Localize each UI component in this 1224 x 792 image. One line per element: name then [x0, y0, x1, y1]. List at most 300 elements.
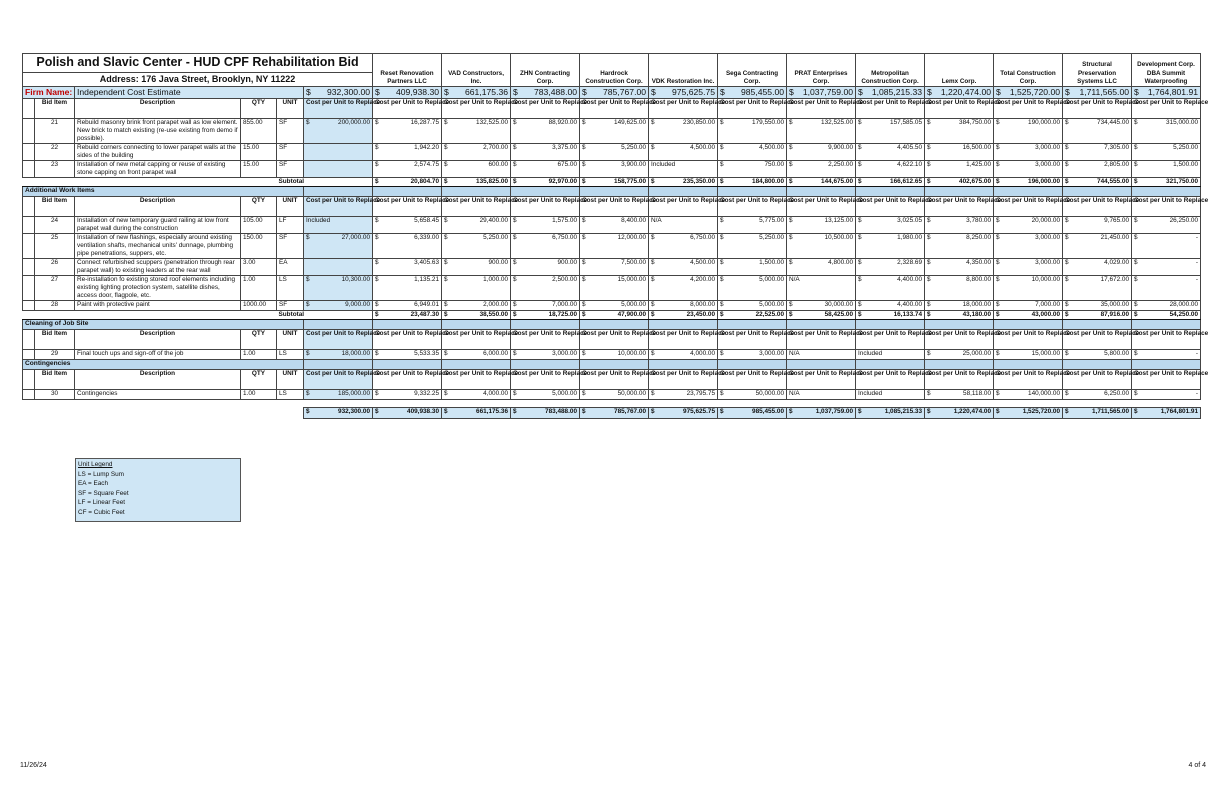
amount-value: 1,220,474.00: [953, 408, 992, 415]
dollar-sign: $: [858, 161, 862, 168]
bidder-cost: [1063, 119, 1132, 144]
cost-header: Cost per Unit to Replace: [304, 99, 373, 119]
section-fill: [994, 187, 1063, 197]
spacer-cell: [23, 161, 35, 178]
item-unit: SF: [277, 234, 304, 259]
bidder-cost: [1063, 217, 1132, 234]
grand-total-bidder: [1132, 408, 1201, 419]
dollar-sign: $: [444, 178, 448, 185]
amount-value: 35,000.00: [1100, 301, 1130, 308]
qty-header: QTY: [241, 370, 277, 390]
amount-value: 4,500.00: [690, 259, 716, 266]
amount-value: 7,500.00: [621, 259, 647, 266]
dollar-sign: $: [1134, 144, 1138, 151]
amount-value: 88,920.00: [548, 119, 578, 126]
bidder-name: Hardrock Construction Corp.: [580, 54, 649, 87]
subtotal-value: [718, 178, 787, 187]
amount-value: 9,332.25: [414, 390, 440, 397]
amount-value: 1,980.00: [897, 234, 923, 241]
amount-value: 7,305.00: [1104, 144, 1130, 151]
firm-name-label: Firm Name:: [23, 87, 75, 99]
amount-value: 785,767.00: [614, 408, 647, 415]
dollar-sign: $: [651, 276, 655, 283]
amount-value: 25,000.00: [962, 350, 992, 357]
spacer-cell: [23, 400, 1201, 408]
amount-value: 783,488.00: [534, 87, 578, 97]
dollar-sign: $: [582, 301, 586, 308]
spacer-cell: [23, 301, 35, 311]
amount-value: 8,800.00: [966, 276, 992, 283]
bidder-cost: [925, 119, 994, 144]
amount-value: 4,000.00: [483, 390, 509, 397]
cost-header: Cost per Unit to Replace: [580, 197, 649, 217]
dollar-sign: $: [858, 87, 863, 97]
amount-value: 4,400.00: [897, 301, 923, 308]
grand-total-bidder: [580, 408, 649, 419]
dollar-sign: $: [996, 301, 1000, 308]
amount-value: 10,000.00: [617, 350, 647, 357]
dollar-sign: $: [375, 87, 380, 97]
firm-name: Independent Cost Estimate: [75, 87, 304, 99]
dollar-sign: $: [789, 217, 793, 224]
bid-item-number: 22: [35, 144, 75, 161]
description-header: Description: [75, 99, 241, 119]
bidder-cost: [1063, 161, 1132, 178]
bidder-cost: [1132, 276, 1201, 301]
dollar-sign: $: [375, 408, 379, 415]
cost-header: Cost per Unit to Replace: [511, 330, 580, 350]
bidder-cost: [649, 390, 718, 400]
dollar-sign: $: [651, 390, 655, 397]
subtotal-value: [1063, 178, 1132, 187]
amount-value: 185,000.00: [338, 390, 371, 397]
subtotal-value: [580, 311, 649, 320]
bidder-total: [925, 87, 994, 99]
subtotal-row: [23, 311, 1201, 320]
dollar-sign: $: [720, 234, 724, 241]
bidder-cost: [994, 234, 1063, 259]
table-row: [23, 301, 1201, 311]
amount-value: 58,425.00: [824, 311, 854, 318]
bidder-cost: [994, 350, 1063, 360]
cost-header: Cost per Unit to Replace: [994, 370, 1063, 390]
section-fill: [925, 360, 994, 370]
amount-value: 8,000.00: [690, 301, 716, 308]
bidder-cost: [442, 234, 511, 259]
dollar-sign: $: [513, 217, 517, 224]
item-unit: SF: [277, 161, 304, 178]
bidder-cost: [580, 144, 649, 161]
amount-value: 900.00: [557, 259, 578, 266]
amount-value: 1,711,565.00: [1079, 87, 1130, 97]
dollar-sign: $: [306, 119, 310, 126]
amount-value: 5,250.00: [1173, 144, 1199, 151]
spacer-cell: [23, 408, 304, 419]
dollar-sign: $: [375, 350, 379, 357]
dollar-sign: $: [375, 276, 379, 283]
section-fill: [442, 320, 511, 330]
bidder-cost: [1063, 301, 1132, 311]
bid-item-number: 26: [35, 259, 75, 276]
bidder-cost: [1132, 217, 1201, 234]
section-fill: [1063, 187, 1132, 197]
bidder-cost: [994, 119, 1063, 144]
dollar-sign: $: [1065, 234, 1069, 241]
amount-value: 235,350.00: [683, 178, 716, 185]
subtotal-value: [718, 311, 787, 320]
bidder-cost: [649, 259, 718, 276]
dollar-sign: $: [306, 234, 310, 241]
amount-value: 190,000.00: [1028, 119, 1061, 126]
dollar-sign: $: [927, 301, 931, 308]
section-fill: [511, 360, 580, 370]
bidder-cost: [787, 217, 856, 234]
qty-header: QTY: [241, 99, 277, 119]
dollar-sign: $: [375, 161, 379, 168]
bidder-name: Metropolitan Construction Corp.: [856, 54, 925, 87]
dollar-sign: $: [1065, 311, 1069, 318]
grand-total-bidder: [511, 408, 580, 419]
dollar-sign: $: [858, 144, 862, 151]
dollar-sign: $: [582, 311, 586, 318]
amount-value: 43,180.00: [962, 311, 992, 318]
section-fill: [994, 360, 1063, 370]
amount-value: 4,500.00: [759, 144, 785, 151]
amount-value: 4,350.00: [966, 259, 992, 266]
bidder-cost: [580, 234, 649, 259]
dollar-sign: $: [858, 234, 862, 241]
dollar-sign: $: [444, 161, 448, 168]
amount-value: 1,037,759.00: [815, 408, 854, 415]
amount-value: 734,445.00: [1097, 119, 1130, 126]
bidder-cost: [994, 217, 1063, 234]
amount-value: -: [1195, 259, 1199, 266]
dollar-sign: $: [858, 408, 862, 415]
dollar-sign: $: [720, 311, 724, 318]
spacer-cell: [23, 259, 35, 276]
bidder-cost: [856, 276, 925, 301]
subtotal-value: [925, 178, 994, 187]
subtotal-value: [580, 178, 649, 187]
amount-value: 5,533.35: [414, 350, 440, 357]
dollar-sign: $: [582, 161, 586, 168]
column-header-row: [23, 330, 1201, 350]
dollar-sign: $: [513, 301, 517, 308]
cost-header: Cost per Unit to Replace: [856, 197, 925, 217]
bid-item-header: Bid Item: [35, 197, 75, 217]
amount-value: -: [1195, 390, 1199, 397]
dollar-sign: $: [858, 178, 862, 185]
amount-value: 2,500.00: [552, 276, 578, 283]
estimate-cost: [304, 259, 373, 276]
amount-value: 3,780.00: [966, 217, 992, 224]
dollar-sign: $: [513, 390, 517, 397]
bidder-cost: [856, 217, 925, 234]
dollar-sign: $: [858, 301, 862, 308]
amount-value: 10,300.00: [341, 276, 371, 283]
dollar-sign: $: [720, 276, 724, 283]
dollar-sign: $: [375, 301, 379, 308]
amount-value: 2,700.00: [483, 144, 509, 151]
amount-value: 23,487.30: [410, 311, 440, 318]
dollar-sign: $: [582, 144, 586, 151]
amount-value: 4,200.00: [690, 276, 716, 283]
bidder-cost: Included: [856, 350, 925, 360]
amount-value: 9,900.00: [828, 144, 854, 151]
bidder-cost: [511, 259, 580, 276]
cost-header: Cost per Unit to Replace: [1063, 197, 1132, 217]
amount-value: 5,000.00: [621, 301, 647, 308]
bidder-cost: [373, 119, 442, 144]
cost-header: Cost per Unit to Replace: [580, 330, 649, 350]
section-title: Contingencies: [23, 360, 304, 370]
bidder-cost: [580, 119, 649, 144]
bidder-cost: [373, 161, 442, 178]
amount-value: 2,328.69: [897, 259, 923, 266]
subtotal-label: Subtotal: [277, 178, 373, 187]
section-header-row: [23, 187, 1201, 197]
item-qty: 15.00: [241, 161, 277, 178]
bidder-total: [718, 87, 787, 99]
bidder-cost: [787, 161, 856, 178]
bidder-cost: [649, 119, 718, 144]
bidder-cost: Included: [649, 161, 718, 178]
dollar-sign: $: [375, 390, 379, 397]
amount-value: 30,000.00: [824, 301, 854, 308]
amount-value: -: [1195, 234, 1199, 241]
dollar-sign: $: [858, 119, 862, 126]
item-unit: SF: [277, 144, 304, 161]
dollar-sign: $: [375, 144, 379, 151]
table-row: [23, 161, 1201, 178]
cost-header: Cost per Unit to Replace: [649, 330, 718, 350]
subtotal-value: [856, 311, 925, 320]
bidder-cost: [580, 301, 649, 311]
bidder-cost: [442, 144, 511, 161]
item-qty: 150.00: [241, 234, 277, 259]
amount-value: 7,000.00: [1035, 301, 1061, 308]
qty-header: QTY: [241, 330, 277, 350]
dollar-sign: $: [789, 408, 793, 415]
subtotal-value: [994, 178, 1063, 187]
bidder-name: Structural Preservation Systems LLC: [1063, 54, 1132, 87]
bidder-cost: [1063, 259, 1132, 276]
bidder-cost: [373, 259, 442, 276]
item-qty: 15.00: [241, 144, 277, 161]
amount-value: 4,000.00: [690, 350, 716, 357]
bidder-total: [1132, 87, 1201, 99]
grand-total-bidder: [856, 408, 925, 419]
amount-value: 409,938.30: [407, 408, 440, 415]
bid-item-header: Bid Item: [35, 330, 75, 350]
dollar-sign: $: [996, 144, 1000, 151]
bidder-cost: [856, 119, 925, 144]
subtotal-value: [1132, 178, 1201, 187]
bidder-cost: [1063, 276, 1132, 301]
amount-value: -: [1195, 350, 1199, 357]
cost-header: Cost per Unit to Replace: [373, 330, 442, 350]
amount-value: 26,250.00: [1169, 217, 1199, 224]
dollar-sign: $: [996, 161, 1000, 168]
amount-value: 3,900.00: [621, 161, 647, 168]
dollar-sign: $: [996, 276, 1000, 283]
dollar-sign: $: [582, 259, 586, 266]
spacer-cell: [23, 330, 35, 350]
section-fill: [1063, 320, 1132, 330]
bidder-total: [511, 87, 580, 99]
dollar-sign: $: [927, 390, 931, 397]
amount-value: 6,949.01: [414, 301, 440, 308]
cost-header: Cost per Unit to Replace: [649, 370, 718, 390]
estimate-total: [304, 87, 373, 99]
dollar-sign: $: [927, 144, 931, 151]
spacer-cell: [23, 234, 35, 259]
dollar-sign: $: [582, 87, 587, 97]
dollar-sign: $: [375, 217, 379, 224]
section-fill: [787, 360, 856, 370]
page-title: Polish and Slavic Center - HUD CPF Rehabilitation Bid: [23, 54, 373, 73]
amount-value: 196,000.00: [1028, 178, 1061, 185]
dollar-sign: $: [996, 390, 1000, 397]
section-fill: [718, 360, 787, 370]
amount-value: 6,750.00: [552, 234, 578, 241]
amount-value: 7,000.00: [552, 301, 578, 308]
dollar-sign: $: [858, 276, 862, 283]
section-fill: [1132, 320, 1201, 330]
dollar-sign: $: [513, 87, 518, 97]
amount-value: 2,000.00: [483, 301, 509, 308]
dollar-sign: $: [1134, 301, 1138, 308]
dollar-sign: $: [582, 234, 586, 241]
table-row: [23, 259, 1201, 276]
spacer-cell: [23, 390, 35, 400]
amount-value: 600.00: [488, 161, 509, 168]
cost-header: Cost per Unit to Replace: [856, 370, 925, 390]
dollar-sign: $: [858, 217, 862, 224]
unit-legend-item: SF = Square Feet: [78, 489, 129, 497]
item-description: Connect refurbished scuppers (penetration through rear parapet wall) to existing leaders at the rear wall: [75, 259, 241, 276]
bidder-cost: [925, 161, 994, 178]
dollar-sign: $: [720, 178, 724, 185]
bidder-cost: N/A: [787, 390, 856, 400]
section-fill: [442, 360, 511, 370]
dollar-sign: $: [651, 234, 655, 241]
bidder-cost: [511, 276, 580, 301]
estimate-cost: [304, 276, 373, 301]
bidder-cost: [718, 234, 787, 259]
amount-value: 4,029.00: [1104, 259, 1130, 266]
item-description: Installation of new metal capping or reuse of existing stone capping on front parapet wall: [75, 161, 241, 178]
dollar-sign: $: [513, 408, 517, 415]
dollar-sign: $: [927, 276, 931, 283]
bid-item-number: 28: [35, 301, 75, 311]
amount-value: 1,575.00: [552, 217, 578, 224]
amount-value: 9,000.00: [345, 301, 371, 308]
dollar-sign: $: [927, 217, 931, 224]
dollar-sign: $: [720, 217, 724, 224]
dollar-sign: $: [927, 311, 931, 318]
dollar-sign: $: [1134, 178, 1138, 185]
bidder-cost: [856, 259, 925, 276]
bidder-cost: [580, 350, 649, 360]
dollar-sign: $: [1134, 259, 1138, 266]
bidder-cost: [718, 217, 787, 234]
amount-value: 4,405.50: [897, 144, 923, 151]
dollar-sign: $: [444, 311, 448, 318]
amount-value: 20,804.70: [410, 178, 440, 185]
qty-header: QTY: [241, 197, 277, 217]
bidder-cost: [442, 276, 511, 301]
amount-value: 50,000.00: [617, 390, 647, 397]
dollar-sign: $: [996, 350, 1000, 357]
amount-value: 900.00: [488, 259, 509, 266]
dollar-sign: $: [582, 390, 586, 397]
cost-header: Cost per Unit to Replace: [787, 370, 856, 390]
bidder-cost: [1132, 161, 1201, 178]
bidder-cost: [925, 301, 994, 311]
amount-value: 3,405.63: [414, 259, 440, 266]
bidder-cost: Included: [856, 390, 925, 400]
section-fill: [304, 360, 373, 370]
spacer-cell: [23, 311, 277, 320]
amount-value: 1,000.00: [483, 276, 509, 283]
dollar-sign: $: [996, 87, 1001, 97]
item-unit: EA: [277, 259, 304, 276]
item-unit: LF: [277, 217, 304, 234]
dollar-sign: $: [651, 311, 655, 318]
spacer-cell: [23, 370, 35, 390]
amount-value: 92,970.00: [548, 178, 578, 185]
section-fill: [373, 360, 442, 370]
dollar-sign: $: [513, 311, 517, 318]
item-description: Contingencies: [75, 390, 241, 400]
amount-value: 20,000.00: [1031, 217, 1061, 224]
amount-value: 43,000.00: [1031, 311, 1061, 318]
bidder-cost: [649, 234, 718, 259]
dollar-sign: $: [1134, 408, 1138, 415]
bidder-cost: [442, 350, 511, 360]
bidder-cost: [442, 390, 511, 400]
section-fill: [856, 187, 925, 197]
bidder-cost: [1132, 390, 1201, 400]
dollar-sign: $: [513, 144, 517, 151]
dollar-sign: $: [996, 408, 1000, 415]
dollar-sign: $: [375, 119, 379, 126]
amount-value: 23,450.00: [686, 311, 716, 318]
dollar-sign: $: [720, 301, 724, 308]
bidder-cost: [373, 217, 442, 234]
amount-value: 384,750.00: [959, 119, 992, 126]
amount-value: 6,750.00: [690, 234, 716, 241]
unit-header: UNIT: [277, 370, 304, 390]
table-row: [23, 390, 1201, 400]
cost-header: Cost per Unit to Replace: [856, 330, 925, 350]
bidder-name: ZHN Contracting Corp.: [511, 54, 580, 87]
cost-header: Cost per Unit to Replace: [304, 370, 373, 390]
column-header-row: [23, 99, 1201, 119]
dollar-sign: $: [444, 217, 448, 224]
estimate-cost: [304, 144, 373, 161]
bidder-cost: [994, 301, 1063, 311]
bidder-total: [649, 87, 718, 99]
dollar-sign: $: [996, 311, 1000, 318]
dollar-sign: $: [1065, 119, 1069, 126]
bidder-cost: [511, 144, 580, 161]
amount-value: 1,942.20: [414, 144, 440, 151]
dollar-sign: $: [444, 276, 448, 283]
bidder-cost: N/A: [787, 350, 856, 360]
amount-value: 5,000.00: [759, 301, 785, 308]
